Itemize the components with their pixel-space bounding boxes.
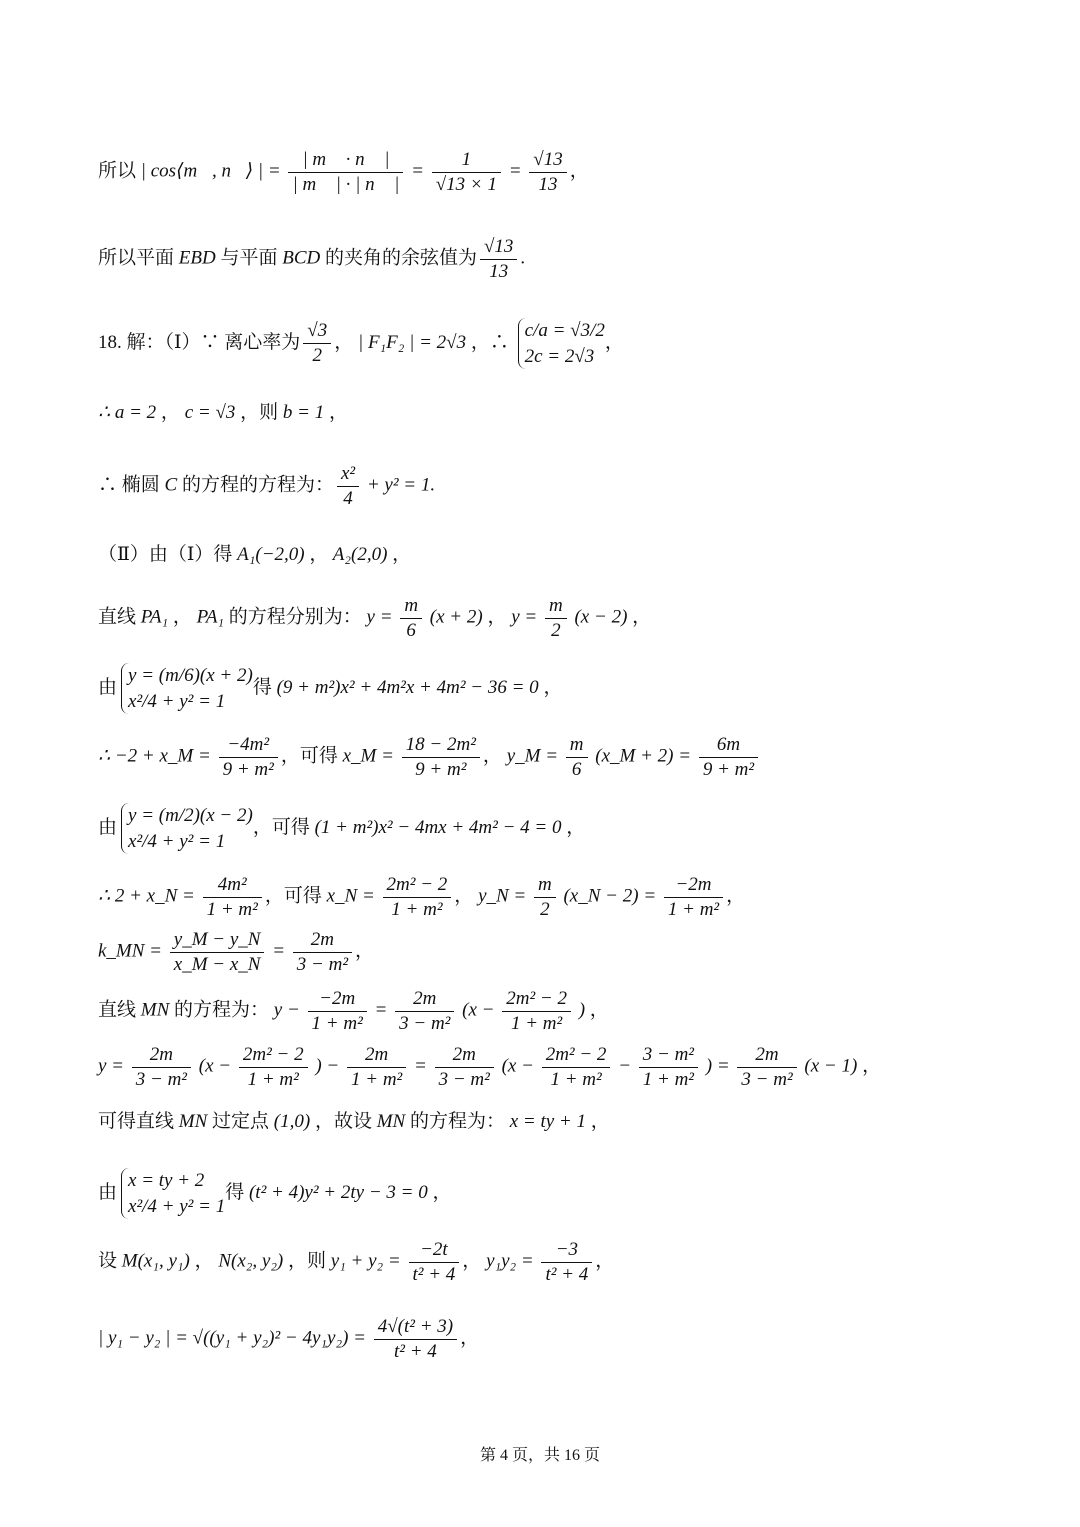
text-run: 得 [252, 677, 272, 698]
math-expression: − [613, 1055, 636, 1077]
fraction [219, 733, 278, 782]
math-expression: ∴ 2 + x_N = [98, 885, 200, 907]
text-run: 的方程为： [174, 999, 270, 1021]
system-equation: x²/4 + y² = 1 [128, 830, 226, 852]
text-run: 可得直线 [98, 1111, 175, 1132]
fraction-numerator: −2t [409, 1238, 460, 1263]
math-expression: (x − [496, 1055, 539, 1077]
system-equation: y = (m/6)(x + 2) [128, 665, 253, 686]
fraction [170, 928, 265, 977]
fraction-denominator: x_M − x_N [173, 953, 261, 975]
math-expression: = [267, 940, 290, 962]
text-run: 由 [98, 677, 118, 698]
fraction [395, 987, 454, 1036]
fraction-denominator: 3 − m² [296, 953, 349, 975]
fraction-denominator: 1 + m² [311, 1012, 363, 1034]
system-equation: c/a = √3/2 [524, 320, 605, 341]
text-run: ， [309, 544, 329, 565]
text-run: 的方程为： [409, 1111, 505, 1132]
fraction [542, 1043, 611, 1092]
system-equation: x²/4 + y² = 1 [128, 1195, 226, 1217]
solution-line-l3 [98, 318, 624, 369]
text-run: ， [726, 885, 746, 907]
text-run: ， [334, 332, 354, 353]
math-expression: y_M = [501, 745, 563, 767]
fraction-denominator: 1 + m² [206, 898, 258, 920]
math-expression: (9 + m²)x² + 4m²x + 4m² − 36 = 0 [271, 677, 544, 698]
math-expression: (x_N − 2) = [558, 885, 661, 907]
fraction-numerator: 1 [432, 148, 501, 173]
fraction-denominator: 13 [538, 173, 558, 195]
text-run: ，则 [240, 402, 279, 423]
math-expression: A₁(−2,0) [232, 544, 310, 565]
fraction [239, 1043, 308, 1092]
fraction-numerator: −3 [541, 1238, 592, 1263]
fraction-numerator: 4√(t² + 3) [374, 1315, 457, 1340]
fraction-denominator: 2 [540, 898, 550, 920]
fraction-denominator: 3 − m² [438, 1068, 490, 1090]
fraction-numerator: 3 − m² [639, 1043, 698, 1068]
fraction-numerator: y_M − y_N [170, 928, 265, 953]
fraction-numerator: 2m [293, 928, 352, 953]
text-run: ， [595, 1250, 615, 1272]
text-run: ，可得 [264, 885, 322, 907]
solution-line-l7 [98, 594, 651, 643]
fraction-denominator: 1 + m² [247, 1068, 299, 1090]
fraction-denominator: 1 + m² [667, 898, 720, 920]
math-expression: b = 1 [278, 402, 329, 423]
text-run: ， [566, 817, 586, 838]
fraction-numerator: x² [337, 462, 359, 487]
fraction [374, 1315, 457, 1364]
math-expression: y₁y₂ = [481, 1250, 539, 1272]
math-expression: ) = [701, 1055, 735, 1077]
math-expression: c = √3 [179, 402, 241, 423]
fraction [534, 873, 556, 922]
fraction [435, 1043, 494, 1092]
equation-system [121, 1168, 225, 1219]
text-run: 设 [98, 1250, 118, 1272]
text-run: ∴ 椭圆 [98, 474, 160, 496]
math-expression: = [409, 1055, 432, 1077]
math-expression: = [503, 160, 527, 182]
fraction-denominator: t² + 4 [545, 1263, 589, 1285]
fraction-denominator: 1 + m² [510, 1012, 563, 1034]
solution-line-l6 [98, 545, 411, 564]
math-expression: y_N = [473, 885, 531, 907]
fraction [529, 148, 566, 197]
fraction [203, 873, 262, 922]
fraction [288, 148, 403, 197]
fraction-denominator: 1 + m² [550, 1068, 602, 1090]
text-run: ， [454, 885, 474, 907]
fraction [545, 594, 567, 643]
fraction-denominator: | m⃗ | · | n⃗ | [292, 173, 400, 195]
solution-line-l9 [98, 733, 761, 782]
text-run: ， [543, 677, 563, 698]
math-expression: MN [136, 999, 175, 1021]
text-run: ，可得 [252, 817, 310, 838]
fraction-numerator: 6m [699, 733, 758, 758]
math-expression: ) − [310, 1055, 345, 1077]
math-expression: A₂(2,0) [328, 544, 393, 565]
math-expression: ∴ −2 + x_M = [98, 745, 216, 767]
fraction-numerator: m [534, 873, 556, 898]
solution-line-l13 [98, 987, 609, 1036]
text-run: ， [432, 1182, 452, 1203]
text-run: ，可得 [280, 745, 338, 767]
text-run: ， [194, 1250, 214, 1272]
math-expression: + y² = 1. [362, 474, 436, 496]
fraction-numerator: 2m² − 2 [542, 1043, 611, 1068]
fraction-numerator: m [545, 594, 567, 619]
text-run: 18. 解：（Ⅰ）∵ 离心率为 [98, 332, 301, 353]
text-run: （Ⅱ）由（Ⅰ）得 [98, 544, 233, 565]
fraction [480, 235, 517, 284]
solution-line-l12 [98, 928, 374, 977]
math-expression: BCD [277, 247, 325, 269]
fraction-denominator: √13 × 1 [435, 173, 497, 195]
fraction-denominator: 2 [551, 619, 561, 641]
math-expression: (x − [457, 999, 500, 1021]
text-run: 的方程分别为： [228, 606, 362, 628]
fraction-numerator: √3 [303, 319, 331, 344]
text-run: 直线 [98, 606, 137, 628]
fraction [737, 1043, 796, 1092]
fraction-numerator: 4m² [203, 873, 262, 898]
math-expression: MN [174, 1111, 213, 1132]
fraction-numerator: −2m [664, 873, 723, 898]
text-run: ， [392, 544, 412, 565]
fraction [566, 733, 588, 782]
solution-line-l17 [98, 1238, 614, 1287]
text-run: ， [172, 606, 192, 628]
fraction-denominator: 1 + m² [351, 1068, 403, 1090]
fraction [402, 733, 480, 782]
text-run: 所以 [98, 160, 137, 182]
text-run: 由 [98, 817, 118, 838]
fraction-numerator: 2m [435, 1043, 494, 1068]
math-expression: N(x₂, y₂) [213, 1250, 288, 1272]
fraction [400, 594, 422, 643]
fraction-denominator: 9 + m² [222, 758, 274, 780]
fraction [699, 733, 758, 782]
solution-line-l16 [98, 1168, 452, 1219]
fraction [432, 148, 501, 197]
text-run: ， [632, 606, 652, 628]
fraction-denominator: 9 + m² [415, 758, 467, 780]
solution-line-l18 [98, 1315, 479, 1364]
text-run: ， [328, 402, 348, 423]
fraction-numerator: 2m² − 2 [383, 873, 452, 898]
system-equation: 2c = 2√3 [524, 345, 595, 367]
fraction-numerator: −4m² [219, 733, 278, 758]
math-expression: (1 + m²)x² − 4mx + 4m² − 4 = 0 [309, 817, 567, 838]
fraction-numerator: 2m² − 2 [239, 1043, 308, 1068]
solution-line-l4 [98, 403, 348, 422]
text-run: 直线 [98, 999, 137, 1021]
math-expression: k_MN = [98, 940, 167, 962]
math-expression: y = [506, 606, 542, 628]
fraction-numerator: 2m [737, 1043, 796, 1068]
fraction [383, 873, 452, 922]
solution-line-l14 [98, 1043, 881, 1092]
fraction-numerator: 2m [395, 987, 454, 1012]
text-run: 由 [98, 1182, 118, 1203]
math-expression: y = [361, 606, 398, 628]
math-expression: | cos⟨m⃗, n⃗⟩ | = [136, 160, 286, 182]
solution-line-l15 [98, 1112, 610, 1131]
text-run: ， [862, 1055, 882, 1077]
fraction [664, 873, 723, 922]
equation-system [121, 803, 253, 854]
equation-system [121, 663, 253, 714]
text-run: 得 [225, 1182, 245, 1203]
math-expression: PA₁ [136, 606, 173, 628]
math-expression: = [369, 999, 393, 1021]
text-run: 的夹角的余弦值为 [324, 247, 477, 269]
solution-line-l5 [98, 462, 435, 511]
math-expression: y₁ + y₂ = [326, 1250, 406, 1272]
math-expression: PA₁ [191, 606, 229, 628]
text-run: ， [482, 745, 502, 767]
fraction-denominator: 9 + m² [702, 758, 755, 780]
math-expression: (x + 2) [425, 606, 488, 628]
fraction-numerator: m [566, 733, 588, 758]
math-expression: (x_M + 2) = [590, 745, 696, 767]
fraction-denominator: 3 − m² [135, 1068, 188, 1090]
text-run: ， [604, 332, 624, 353]
fraction-denominator: 1 + m² [642, 1068, 695, 1090]
fraction-denominator: 4 [343, 487, 353, 509]
math-expression: | F₁F₂ | = 2√3 [353, 332, 471, 353]
fraction-denominator: 1 + m² [391, 898, 443, 920]
fraction [409, 1238, 460, 1287]
text-run: ， [487, 606, 507, 628]
fraction-denominator: 2 [312, 345, 322, 367]
fraction [293, 928, 352, 977]
math-expression: ) [573, 999, 590, 1021]
solution-line-l10 [98, 803, 585, 854]
fraction-numerator: −2m [308, 987, 367, 1012]
text-run: ， [462, 1250, 482, 1272]
fraction-numerator: 18 − 2m² [402, 733, 480, 758]
math-expression: ∴ a = 2 [98, 402, 161, 423]
fraction [132, 1043, 191, 1092]
math-expression: y = [98, 1055, 129, 1077]
fraction-denominator: 3 − m² [399, 1012, 451, 1034]
text-run: 与平面 [220, 247, 278, 269]
system-equation: x = ty + 2 [128, 1170, 205, 1191]
math-expression: EBD [174, 247, 221, 269]
math-expression: | y₁ − y₂ | = √((y₁ + y₂)² − 4y₁y₂) = [98, 1327, 371, 1349]
text-run: ， [160, 402, 180, 423]
fraction-denominator: 3 − m² [741, 1068, 793, 1090]
fraction [541, 1238, 592, 1287]
fraction-numerator: | m⃗ · n⃗ | [288, 148, 403, 173]
fraction [337, 462, 359, 511]
math-expression: = [406, 160, 429, 182]
math-expression: M(x₁, y₁) [117, 1250, 195, 1272]
solution-line-l11 [98, 873, 745, 922]
fraction [347, 1043, 406, 1092]
text-run: ， [460, 1327, 480, 1349]
fraction-denominator: t² + 4 [394, 1340, 437, 1362]
equation-system [518, 318, 605, 369]
text-run: ，则 [288, 1250, 327, 1272]
fraction-denominator: 6 [406, 619, 416, 641]
fraction-numerator: 2m² − 2 [502, 987, 571, 1012]
math-expression: MN [371, 1111, 410, 1132]
text-run: 过定点 [212, 1111, 270, 1132]
fraction [308, 987, 367, 1036]
fraction [639, 1043, 698, 1092]
fraction-numerator: m [400, 594, 422, 619]
page-footer: 第 4 页，共 16 页 [479, 1447, 600, 1464]
text-run: 的方程的方程为： [181, 474, 334, 496]
text-run: ， [355, 940, 375, 962]
fraction [303, 319, 331, 368]
system-equation: x²/4 + y² = 1 [128, 690, 226, 712]
text-run: ， [569, 160, 589, 182]
math-expression: (x − 2) [569, 606, 633, 628]
solution-line-l8 [98, 663, 562, 714]
fraction-numerator: √13 [529, 148, 566, 173]
solution-line-l2 [98, 235, 525, 284]
math-expression: (x − [194, 1055, 236, 1077]
text-run: ，故设 [314, 1111, 372, 1132]
fraction-numerator: 2m [347, 1043, 406, 1068]
math-expression: y − [269, 999, 305, 1021]
text-run: . [520, 247, 526, 269]
math-expression: x_M = [337, 745, 399, 767]
text-run: ， [590, 1111, 610, 1132]
text-run: ，∴ [470, 332, 514, 353]
solution-line-l1 [98, 148, 589, 197]
fraction-denominator: 13 [489, 260, 509, 282]
text-run: ， [589, 999, 609, 1021]
fraction-numerator: √13 [480, 235, 517, 260]
math-expression: x_N = [321, 885, 380, 907]
fraction-numerator: 2m [132, 1043, 191, 1068]
fraction [502, 987, 571, 1036]
fraction-denominator: 6 [571, 758, 582, 780]
text-run: 所以平面 [98, 247, 175, 269]
math-expression: x = ty + 1 [504, 1111, 591, 1132]
math-expression: (1,0) [269, 1111, 315, 1132]
math-expression: (t² + 4)y² + 2ty − 3 = 0 [244, 1182, 433, 1203]
math-expression: C [159, 474, 182, 496]
math-expression: (x − 1) [799, 1055, 863, 1077]
fraction-denominator: t² + 4 [412, 1263, 456, 1285]
system-equation: y = (m/2)(x − 2) [128, 805, 253, 826]
